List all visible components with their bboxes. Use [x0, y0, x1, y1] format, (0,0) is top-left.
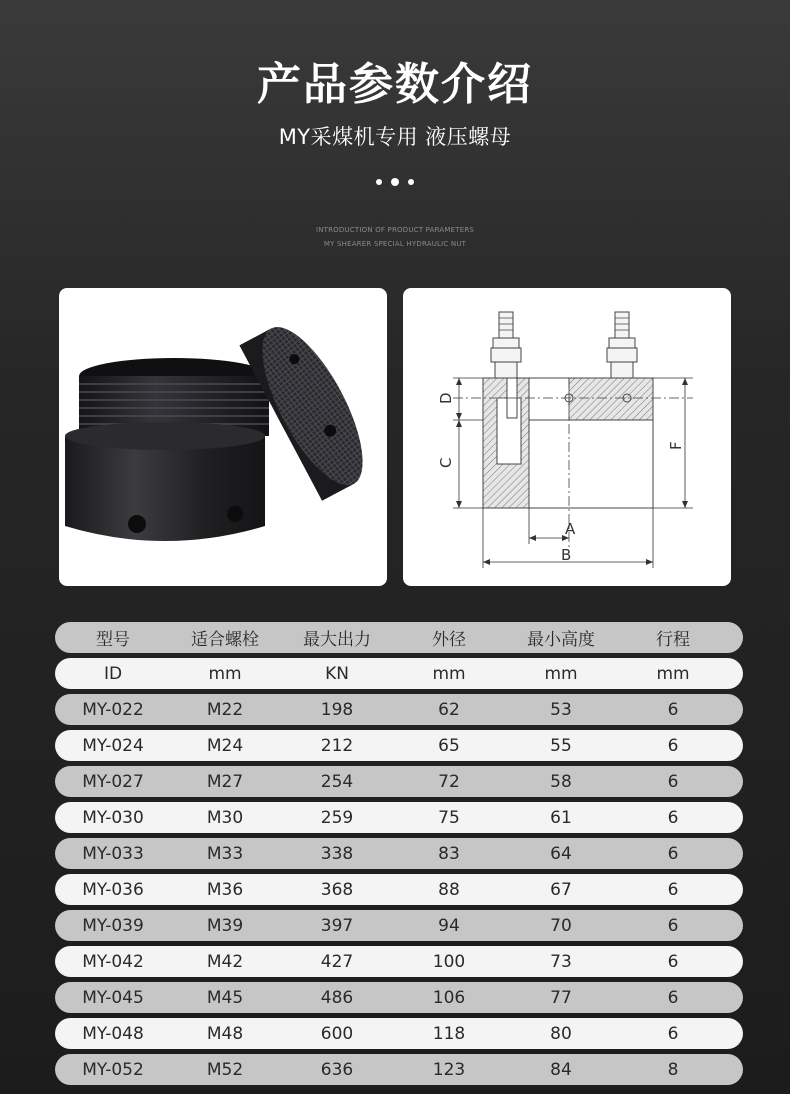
- table-cell: 600: [320, 1023, 354, 1044]
- header-cell: 最小高度: [527, 630, 595, 650]
- table-cell: 67: [550, 879, 572, 900]
- table-cell: 6: [667, 987, 679, 1008]
- table-row: [55, 874, 743, 905]
- table-cell: 8: [667, 1059, 679, 1080]
- table-cell: 123: [432, 1059, 466, 1080]
- table-cell: MY-042: [82, 951, 144, 972]
- table-cell: 6: [667, 915, 679, 936]
- parameter-table: [55, 622, 743, 1090]
- table-cell: M30: [206, 807, 244, 828]
- table-cell: 64: [550, 843, 572, 864]
- table-cell: 6: [667, 771, 679, 792]
- unit-cell: mm: [432, 663, 466, 684]
- table-cell: 61: [550, 807, 572, 828]
- unit-cell: mm: [656, 663, 690, 684]
- table-cell: 100: [432, 951, 466, 972]
- unit-cell: mm: [208, 663, 242, 684]
- table-row: [55, 838, 743, 869]
- table-cell: 106: [432, 987, 466, 1008]
- header-cell: 外径: [432, 630, 466, 650]
- table-row: [55, 730, 743, 761]
- table-cell: 338: [320, 843, 354, 864]
- table-cell: 77: [550, 987, 572, 1008]
- dot-icon: [408, 179, 414, 185]
- table-cell: M27: [206, 771, 244, 792]
- table-row: [55, 1018, 743, 1049]
- table-cell: 88: [438, 879, 460, 900]
- table-row: [55, 1054, 743, 1085]
- dot-icon: [376, 179, 382, 185]
- table-cell: M33: [206, 843, 244, 864]
- table-cell: 118: [432, 1023, 466, 1044]
- header-cell: 型号: [96, 630, 130, 650]
- table-cell: 486: [320, 987, 354, 1008]
- unit-cell: KN: [325, 663, 349, 684]
- table-cell: MY-024: [82, 735, 144, 756]
- dimension-label-b: B: [561, 546, 572, 564]
- table-cell: MY-052: [82, 1059, 144, 1080]
- unit-cell: mm: [544, 663, 578, 684]
- table-cell: M42: [206, 951, 244, 972]
- table-cell: 75: [438, 807, 460, 828]
- table-cell: 198: [320, 699, 354, 720]
- table-cell: 72: [438, 771, 460, 792]
- dimension-label-d: D: [437, 392, 455, 404]
- table-cell: 6: [667, 879, 679, 900]
- table-cell: 259: [320, 807, 354, 828]
- table-cell: 83: [438, 843, 460, 864]
- table-cell: MY-033: [82, 843, 144, 864]
- table-row: [55, 946, 743, 977]
- table-row: [55, 982, 743, 1013]
- table-row: [55, 694, 743, 725]
- table-cell: MY-045: [82, 987, 144, 1008]
- table-cell: MY-027: [82, 771, 144, 792]
- product-photo: [59, 288, 387, 586]
- table-unit-row: [55, 658, 743, 689]
- table-cell: 62: [438, 699, 460, 720]
- table-row: [55, 766, 743, 797]
- table-cell: 65: [438, 735, 460, 756]
- table-cell: MY-030: [82, 807, 144, 828]
- table-cell: MY-039: [82, 915, 144, 936]
- table-cell: 636: [320, 1059, 354, 1080]
- table-cell: 70: [550, 915, 572, 936]
- dimension-label-a: A: [565, 520, 576, 538]
- table-cell: 368: [320, 879, 354, 900]
- table-cell: 397: [320, 915, 354, 936]
- decorative-dots: [0, 178, 790, 186]
- table-cell: 6: [667, 699, 679, 720]
- table-cell: 58: [550, 771, 572, 792]
- table-cell: 427: [320, 951, 354, 972]
- table-cell: M36: [206, 879, 244, 900]
- technical-drawing: [403, 288, 731, 586]
- intro-line-1: INTRODUCTION OF PRODUCT PARAMETERS: [315, 226, 475, 234]
- table-cell: 212: [320, 735, 354, 756]
- header-cell: 最大出力: [303, 630, 371, 650]
- table-cell: M48: [206, 1023, 244, 1044]
- table-cell: 55: [550, 735, 572, 756]
- dimension-label-f: F: [667, 441, 685, 450]
- unit-cell: ID: [103, 663, 123, 684]
- table-cell: 94: [438, 915, 460, 936]
- table-cell: 80: [550, 1023, 572, 1044]
- table-row: [55, 802, 743, 833]
- table-cell: 6: [667, 843, 679, 864]
- table-body: [55, 694, 743, 1085]
- dot-icon: [391, 178, 399, 186]
- header-cell: 适合螺栓: [191, 630, 259, 650]
- table-cell: 6: [667, 807, 679, 828]
- header-cell: 行程: [656, 630, 690, 650]
- table-cell: M45: [206, 987, 244, 1008]
- table-cell: M22: [206, 699, 244, 720]
- table-cell: MY-022: [82, 699, 144, 720]
- table-cell: 73: [550, 951, 572, 972]
- page-subtitle: MY采煤机专用 液压螺母: [278, 125, 512, 149]
- table-cell: MY-048: [82, 1023, 144, 1044]
- table-cell: 6: [667, 1023, 679, 1044]
- dimension-label-c: C: [437, 457, 455, 468]
- table-cell: 6: [667, 951, 679, 972]
- table-row: [55, 910, 743, 941]
- page-title: 产品参数介绍: [257, 59, 533, 110]
- table-cell: M52: [206, 1059, 244, 1080]
- table-cell: 84: [550, 1059, 572, 1080]
- table-cell: 53: [550, 699, 572, 720]
- table-cell: MY-036: [82, 879, 144, 900]
- table-cell: M39: [206, 915, 244, 936]
- table-header-row: [55, 622, 743, 653]
- table-cell: M24: [206, 735, 244, 756]
- table-cell: 6: [667, 735, 679, 756]
- table-cell: 254: [320, 771, 354, 792]
- intro-line-2: MY SHEARER SPECIAL HYDRAULIC NUT: [323, 240, 467, 248]
